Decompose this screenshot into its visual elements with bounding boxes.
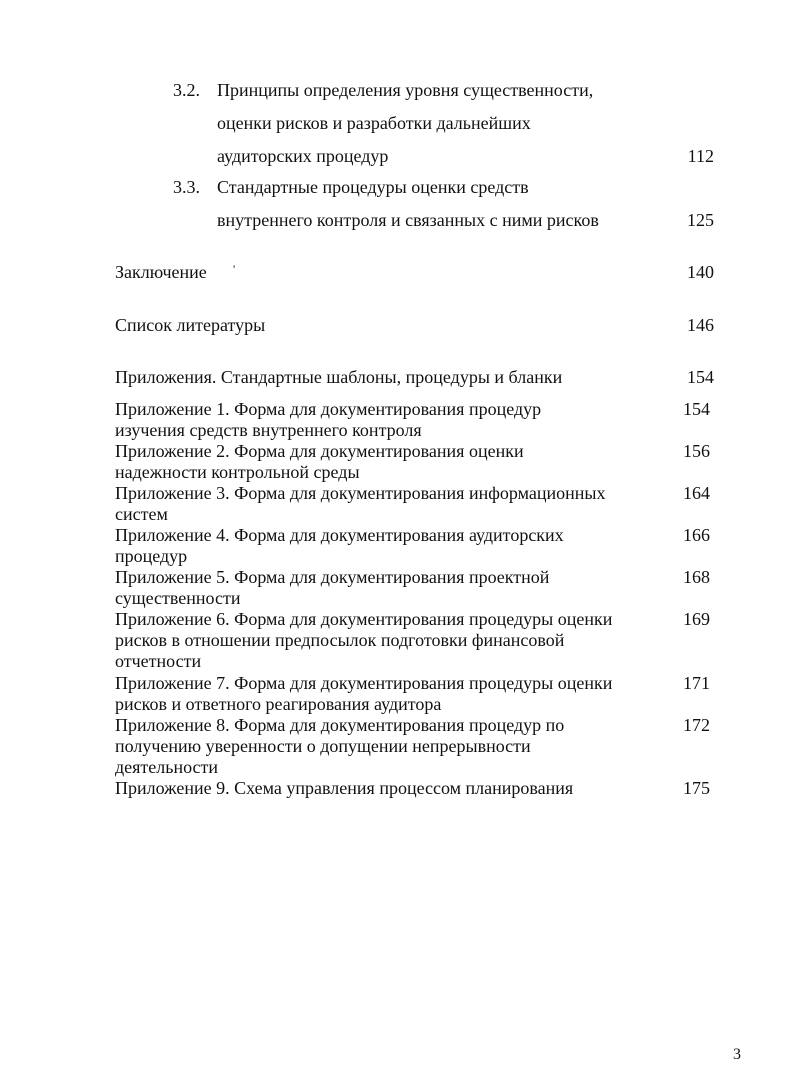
- stray-mark: ': [233, 262, 236, 276]
- appendix-page: 164: [683, 483, 710, 503]
- appendix-line: изучения средств внутреннего контроля: [115, 420, 422, 440]
- section-title-line: оценки рисков и разработки дальнейших: [217, 113, 531, 133]
- appendix-line: рисков и ответного реагирования аудитора: [115, 694, 442, 714]
- appendix-line: Приложение 5. Форма для документирования проектной: [115, 567, 550, 587]
- entry-page: 154: [687, 367, 714, 387]
- entry-title: Список литературы: [115, 315, 266, 335]
- appendix-page: 154: [683, 399, 710, 419]
- appendix-line: Приложение 2. Форма для документирования оценки: [115, 441, 524, 461]
- entry-page: 140: [687, 262, 714, 282]
- appendix-line: Приложение 9. Схема управления процессом планирования: [115, 778, 574, 798]
- section-title-line: внутреннего контроля и связанных с ними рисков: [217, 210, 599, 230]
- page-number: 3: [733, 1046, 741, 1063]
- section-number: 3.2.: [173, 80, 200, 100]
- appendix-line: получению уверенности о допущении непрерывности: [115, 736, 531, 756]
- appendix-line: систем: [115, 504, 168, 524]
- appendix-page: 169: [683, 609, 710, 629]
- appendix-line: отчетности: [115, 651, 202, 671]
- appendix-page: 168: [683, 567, 710, 587]
- section-title-line: Стандартные процедуры оценки средств: [217, 177, 529, 197]
- appendix-line: Приложение 4. Форма для документирования аудиторских: [115, 525, 564, 545]
- entry-title: Приложения. Стандартные шаблоны, процедуры и бланки: [115, 367, 563, 387]
- appendix-page: 175: [683, 778, 710, 798]
- appendix-page: 156: [683, 441, 710, 461]
- appendix-line: Приложение 7. Форма для документирования процедуры оценки: [115, 673, 613, 693]
- appendix-line: процедур: [115, 546, 188, 566]
- section-page: 112: [687, 146, 714, 166]
- section-number: 3.3.: [173, 177, 200, 197]
- appendix-page: 166: [683, 525, 710, 545]
- appendix-line: рисков в отношении предпосылок подготовки финансовой: [115, 630, 565, 650]
- section-title-line: аудиторских процедур: [217, 146, 389, 166]
- appendix-page: 171: [683, 673, 710, 693]
- appendix-line: Приложение 3. Форма для документирования информационных: [115, 483, 606, 503]
- appendix-line: Приложение 6. Форма для документирования процедуры оценки: [115, 609, 613, 629]
- appendix-line: существенности: [115, 588, 241, 608]
- section-title-line: Принципы определения уровня существенности,: [217, 80, 594, 100]
- appendix-page: 172: [683, 715, 710, 735]
- appendix-line: Приложение 1. Форма для документирования процедур: [115, 399, 542, 419]
- appendix-line: надежности контрольной среды: [115, 462, 360, 482]
- section-page: 125: [687, 210, 714, 230]
- entry-title: Заключение: [115, 262, 207, 282]
- appendix-line: деятельности: [115, 757, 219, 777]
- appendix-line: Приложение 8. Форма для документирования процедур по: [115, 715, 565, 735]
- entry-page: 146: [687, 315, 714, 335]
